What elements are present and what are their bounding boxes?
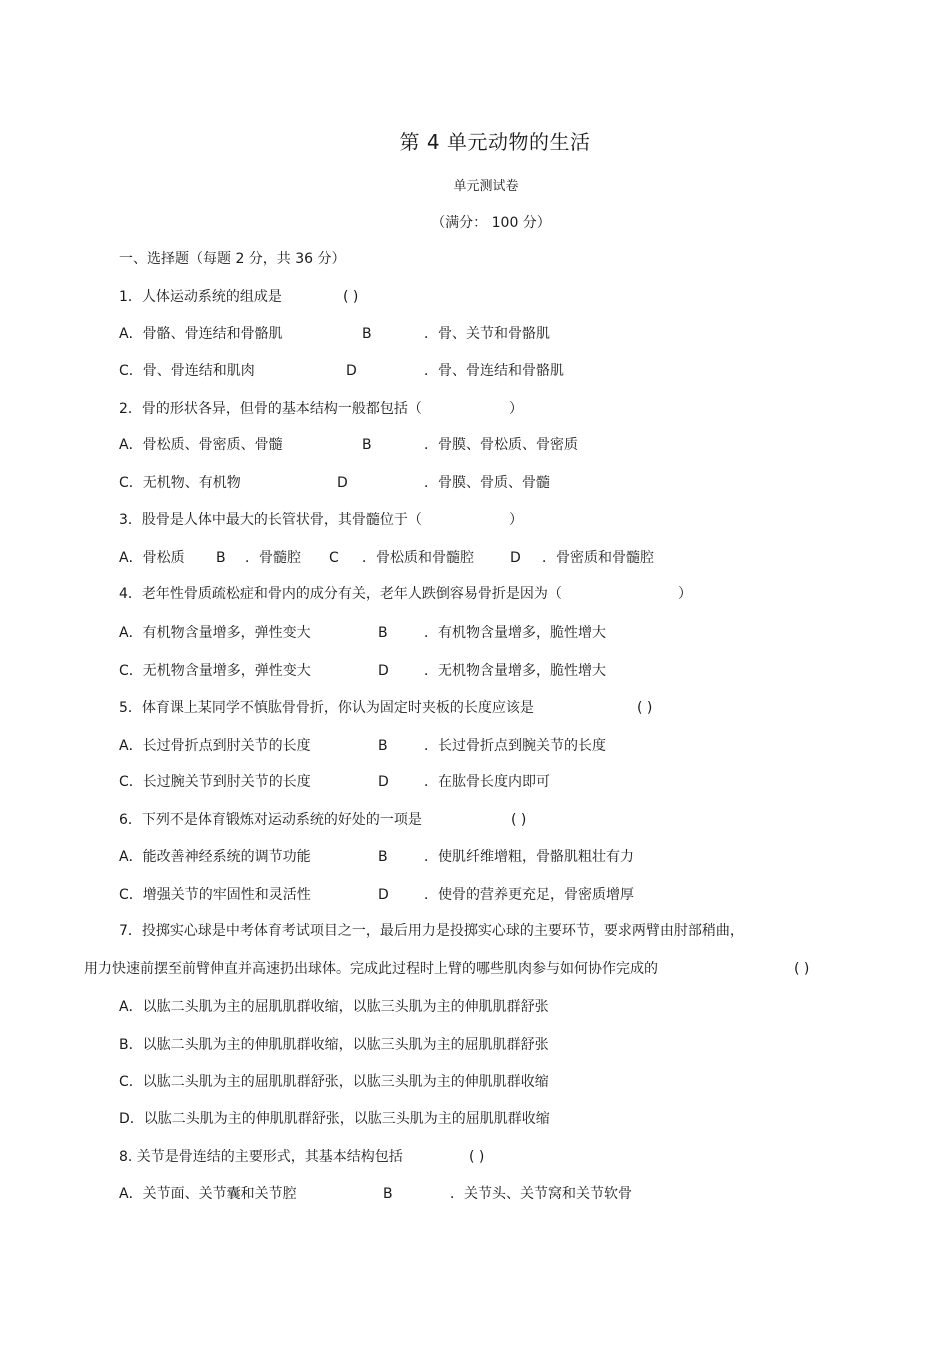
option-b: ．长过骨折点到腕关节的长度 [424, 738, 606, 754]
option-d: ．骨密质和骨髓腔 [542, 550, 654, 566]
option-c: C．无机物、有机物 [119, 475, 241, 491]
question-stem: 8. 关节是骨连结的主要形式，其基本结构包括 [119, 1149, 403, 1165]
option-c: C．骨、骨连结和肌肉 [119, 363, 255, 379]
answer-paren: ( ) [343, 289, 359, 305]
option-b-letter: B [362, 437, 372, 453]
option-b: ．有机物含量增多，脆性增大 [424, 625, 606, 641]
question-stem: 1．人体运动系统的组成是 [119, 289, 282, 305]
option-d-letter: D [378, 774, 389, 790]
question-stem: 4．老年性骨质疏松症和骨内的成分有关，老年人跌倒容易骨折是因为（ [119, 586, 562, 602]
option-b-letter: B [216, 550, 226, 566]
full-score-note: （满分： 100 分） [431, 215, 551, 231]
option-c: ．骨松质和骨髓腔 [362, 550, 474, 566]
option-b-letter: B [378, 849, 388, 865]
option-b-letter: B [383, 1186, 393, 1202]
answer-paren: ( ) [469, 1149, 485, 1165]
option-b: ．骨、关节和骨骼肌 [424, 326, 550, 342]
option-b-letter: B [378, 625, 388, 641]
option-d: ．在肱骨长度内即可 [424, 774, 550, 790]
option-d: D．以肱二头肌为主的伸肌肌群舒张，以肱三头肌为主的屈肌肌群收缩 [119, 1111, 550, 1127]
option-a: A．骨松质、骨密质、骨髓 [119, 437, 283, 453]
answer-paren: ( ) [637, 700, 653, 716]
question-7: 7．投掷实心球是中考体育考试项目之一，最后用力是投掷实心球的主要环节，要求两臂由肘部稍曲， [119, 923, 744, 939]
option-b: ．关节头、关节窝和关节软骨 [450, 1186, 632, 1202]
option-d: ．骨膜、骨质、骨髓 [424, 475, 550, 491]
option-b: B．以肱二头肌为主的伸肌肌群收缩，以肱三头肌为主的屈肌肌群舒张 [119, 1037, 549, 1053]
answer-paren: ） [509, 401, 523, 417]
question-stem: 6．下列不是体育锻炼对运动系统的好处的一项是 [119, 812, 422, 828]
answer-paren: ( ) [794, 961, 810, 977]
section-heading: 一、选择题（每题 2 分，共 36 分） [119, 251, 346, 267]
option-b-letter: B [378, 738, 388, 754]
option-a: A．有机物含量增多，弹性变大 [119, 625, 311, 641]
option-b: ．使肌纤维增粗，骨骼肌粗壮有力 [424, 849, 634, 865]
option-d-letter: D [337, 475, 348, 491]
question-stem: 2．骨的形状各异，但骨的基本结构一般都包括（ [119, 401, 422, 417]
option-d-letter: D [510, 550, 521, 566]
option-c-letter: C [329, 550, 339, 566]
answer-paren: ） [509, 512, 523, 528]
option-a: A．关节面、关节囊和关节腔 [119, 1186, 297, 1202]
option-a: A．能改善神经系统的调节功能 [119, 849, 311, 865]
question-stem: 3．股骨是人体中最大的长管状骨，其骨髓位于（ [119, 512, 422, 528]
page-title: 第 4 单元动物的生活 [399, 130, 591, 154]
option-d: ．使骨的营养更充足，骨密质增厚 [424, 887, 634, 903]
option-d: ．无机物含量增多，脆性增大 [424, 663, 606, 679]
option-a: A．骨骼、骨连结和骨骼肌 [119, 326, 283, 342]
option-b-letter: B [362, 326, 372, 342]
option-d: ．骨、骨连结和骨骼肌 [424, 363, 564, 379]
option-d-letter: D [378, 887, 389, 903]
answer-paren: ） [678, 586, 692, 602]
option-a: A．以肱二头肌为主的屈肌肌群收缩，以肱三头肌为主的伸肌肌群舒张 [119, 999, 549, 1015]
option-c: C．无机物含量增多，弹性变大 [119, 663, 311, 679]
page-subtitle: 单元测试卷 [453, 179, 519, 194]
answer-paren: ( ) [511, 812, 527, 828]
option-b: ．骨膜、骨松质、骨密质 [424, 437, 578, 453]
question-stem: 5．体育课上某同学不慎肱骨骨折，你认为固定时夹板的长度应该是 [119, 700, 534, 716]
option-b: ．骨髓腔 [245, 550, 301, 566]
option-c: C．以肱二头肌为主的屈肌肌群舒张，以肱三头肌为主的伸肌肌群收缩 [119, 1074, 549, 1090]
option-d-letter: D [346, 363, 357, 379]
option-c: C．长过腕关节到肘关节的长度 [119, 774, 311, 790]
option-a: A．长过骨折点到肘关节的长度 [119, 738, 311, 754]
option-d-letter: D [378, 663, 389, 679]
question-stem-continued: 用力快速前摆至前臂伸直并高速扔出球体。完成此过程时上臂的哪些肌肉参与如何协作完成的 [84, 961, 658, 977]
option-a: A．骨松质 [119, 550, 185, 566]
option-c: C．增强关节的牢固性和灵活性 [119, 887, 311, 903]
